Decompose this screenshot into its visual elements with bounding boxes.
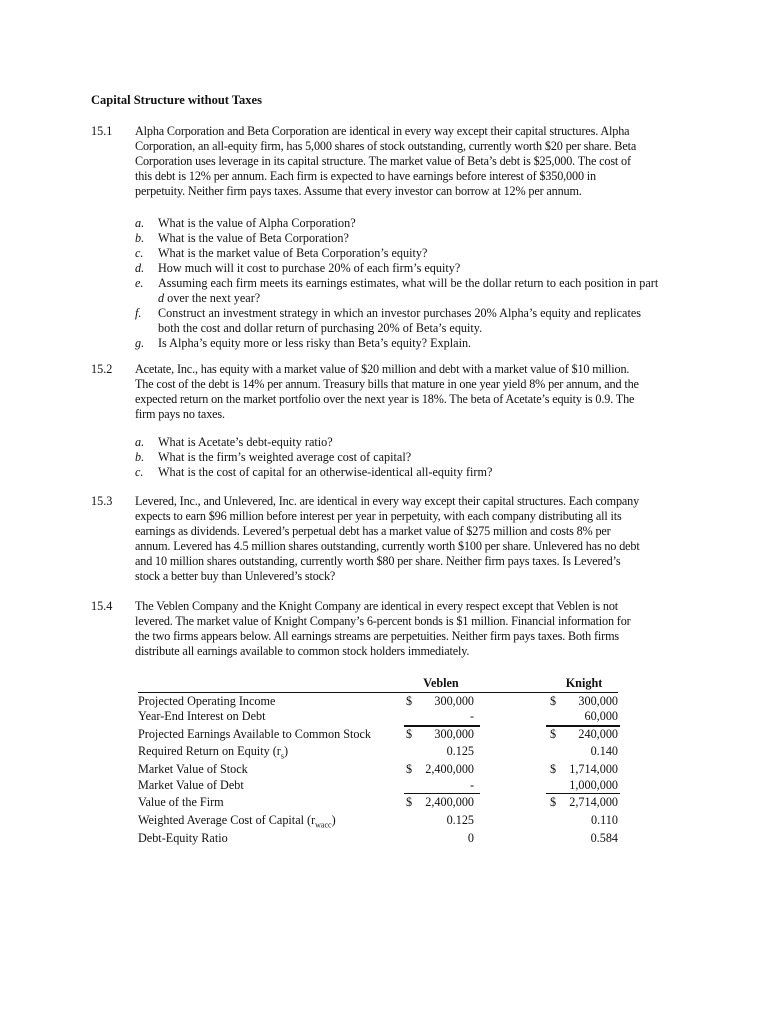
row-label (138, 795, 224, 810)
row-label-text: Projected Earnings Available to Common Stock (138, 727, 371, 741)
veblen-value: 2,400,000 (425, 795, 474, 809)
table-row (138, 744, 628, 760)
problem-text-line: the two firms appears below. All earnings streams are perpetuities. Neither firm pays taxes. Both firms (135, 629, 619, 643)
sub-question-text: What is the value of Alpha Corporation? (158, 216, 356, 230)
problem-text-line: stock a better buy than Unlevered’s stock? (135, 569, 336, 583)
problem-text-line: Acetate, Inc., has equity with a market value of $20 million and debt with a market value of $10 million. (135, 362, 630, 376)
row-label-end: ) (331, 813, 336, 827)
knight-total-rule (546, 793, 620, 794)
sub-question-text: What is Acetate’s debt-equity ratio? (158, 435, 333, 449)
sub-question-letter: b. (135, 450, 145, 464)
veblen-value: 0.125 (446, 744, 474, 758)
row-label-text: Market Value of Stock (138, 762, 248, 776)
problem-text-line: The Veblen Company and the Knight Company are identical in every respect except that Veblen is not (135, 599, 619, 613)
veblen-sum-rule (404, 725, 480, 727)
problem-text-line: levered. The market value of Knight Company’s 6-percent bonds is $1 million. Financial information for (135, 614, 631, 628)
problem-text-line: expects to earn $96 million before interest per year in perpetuity, with each company distributing all its (135, 509, 622, 523)
sub-question-text: d over the next year? (158, 291, 261, 305)
column-header-veblen: Veblen (423, 676, 459, 690)
knight-value: 0.110 (591, 813, 618, 827)
veblen-total-rule (404, 793, 480, 794)
knight-sum-rule (546, 725, 620, 727)
section-title: Capital Structure without Taxes (91, 93, 262, 107)
table-row (138, 694, 628, 710)
problem-number: 15.1 (91, 124, 113, 138)
problem-text-line: Corporation, an all-equity firm, has 5,000 shares of stock outstanding, currently worth $20 per share. Beta (135, 139, 637, 153)
table-top-rule (138, 692, 618, 693)
veblen-dollar-sign: $ (406, 762, 413, 776)
sub-question-letter: f. (135, 306, 142, 320)
table-row (138, 709, 628, 725)
row-label-text: Year-End Interest on Debt (138, 709, 266, 723)
row-label (138, 762, 248, 777)
sub-question-letter: d. (135, 261, 145, 275)
sub-question-text: What is the firm’s weighted average cost of capital? (158, 450, 412, 464)
table-row (138, 813, 628, 829)
knight-value: 1,000,000 (569, 778, 618, 792)
knight-dollar-sign: $ (550, 762, 557, 776)
veblen-dollar-sign: $ (406, 795, 413, 809)
row-label-text: Debt-Equity Ratio (138, 831, 228, 845)
row-label-text: Market Value of Debt (138, 778, 244, 792)
knight-value: 300,000 (578, 694, 618, 708)
table-row (138, 762, 628, 778)
sub-question-letter: c. (135, 465, 144, 479)
knight-value: 240,000 (578, 727, 618, 741)
sub-question-text: What is the cost of capital for an otherwise-identical all-equity firm? (158, 465, 493, 479)
veblen-value: - (469, 709, 474, 723)
row-label-subscript: s (280, 751, 284, 761)
knight-value: 1,714,000 (569, 762, 618, 776)
problem-text-line: distribute all earnings available to common stock holders immediately. (135, 644, 470, 658)
sub-question-letter: b. (135, 231, 145, 245)
sub-question-text: How much will it cost to purchase 20% of each firm’s equity? (158, 261, 461, 275)
row-label (138, 778, 244, 793)
problem-number: 15.4 (91, 599, 113, 613)
row-label-subscript: wacc (315, 820, 332, 830)
column-header-knight: Knight (565, 676, 603, 690)
problem-text-line: Levered, Inc., and Unlevered, Inc. are identical in every way except their capital structures. Each company (135, 494, 640, 508)
veblen-value: 0.125 (446, 813, 474, 827)
row-label-text: Required Return on Equity (r (138, 744, 281, 758)
sub-question-text: Construct an investment strategy in which an investor purchases 20% Alpha’s equity and replicates (158, 306, 641, 320)
knight-value: 2,714,000 (569, 795, 618, 809)
problem-text-line: earnings as dividends. Levered’s perpetual debt has a market value of $275 million and costs 8% per (135, 524, 611, 538)
knight-value: 0.140 (590, 744, 618, 758)
row-label-text: Value of the Firm (138, 795, 224, 809)
table-row (138, 727, 628, 743)
knight-value: 0.584 (590, 831, 618, 845)
table-row (138, 795, 628, 811)
problem-text-line: this debt is 12% per annum. Each firm is expected to have earnings before interest of $350,000 in (135, 169, 596, 183)
sub-question-text: Is Alpha’s equity more or less risky than Beta’s equity? Explain. (158, 336, 472, 350)
sub-question-letter: c. (135, 246, 144, 260)
sub-question-letter: a. (135, 216, 145, 230)
row-label (138, 727, 371, 742)
problem-text-line: firm pays no taxes. (135, 407, 225, 421)
sub-question-letter: g. (135, 336, 145, 350)
sub-question-text: Assuming each firm meets its earnings estimates, what will be the dollar return to each position in part (158, 276, 659, 290)
problem-text-line: expected return on the market portfolio over the next year is 18%. The beta of Acetate’s equity is 0.9. The (135, 392, 635, 406)
row-label (138, 709, 265, 724)
problem-number: 15.2 (91, 362, 113, 376)
problem-text-line: and 10 million shares outstanding, currently worth $80 per share. Neither firm pays taxes. Is Levered’s (135, 554, 621, 568)
row-label-text: Projected Operating Income (138, 694, 276, 708)
problem-text-line: Alpha Corporation and Beta Corporation are identical in every way except their capital structures. Alpha (135, 124, 630, 138)
knight-dollar-sign: $ (550, 694, 557, 708)
knight-value: 60,000 (584, 709, 618, 723)
veblen-value: 0 (467, 831, 474, 845)
problem-text-line: annum. Levered has 4.5 million shares outstanding, currently worth $100 per share. Unlevered has no debt (135, 539, 640, 553)
problem-text-line: Corporation uses leverage in its capital structure. The market value of Beta’s debt is $25,000. The cost of (135, 154, 631, 168)
knight-dollar-sign: $ (550, 727, 557, 741)
row-label (138, 813, 336, 828)
row-label-end: ) (283, 744, 289, 758)
problem-text-line: The cost of the debt is 14% per annum. Treasury bills that mature in one year yield 8% per annum, and the (135, 377, 639, 391)
row-label (138, 831, 228, 846)
sub-question-letter: a. (135, 435, 145, 449)
sub-question-text: What is the market value of Beta Corporation’s equity? (158, 246, 428, 260)
table-row (138, 831, 628, 847)
veblen-dollar-sign: $ (406, 727, 413, 741)
sub-question-text: What is the value of Beta Corporation? (158, 231, 349, 245)
problem-number: 15.3 (91, 494, 113, 508)
sub-question-letter: e. (135, 276, 144, 290)
row-label (138, 694, 275, 709)
veblen-value: - (469, 778, 474, 792)
row-label-text: Weighted Average Cost of Capital (r (138, 813, 316, 827)
sub-question-text: both the cost and dollar return of purchasing 20% of Beta’s equity. (158, 321, 483, 335)
veblen-value: 300,000 (434, 727, 474, 741)
veblen-value: 300,000 (434, 694, 474, 708)
row-label (138, 744, 288, 759)
veblen-dollar-sign: $ (406, 694, 413, 708)
veblen-value: 2,400,000 (425, 762, 474, 776)
problem-text-line: perpetuity. Neither firm pays taxes. Assume that every investor can borrow at 12% per annum. (135, 184, 582, 198)
table-row (138, 778, 628, 794)
knight-dollar-sign: $ (550, 795, 557, 809)
